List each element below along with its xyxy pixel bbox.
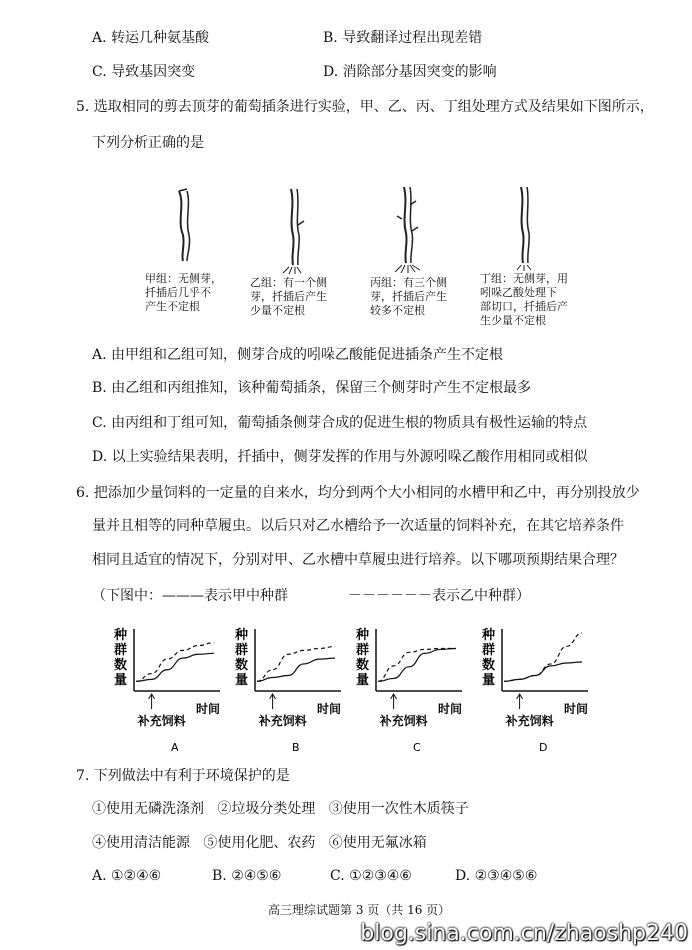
q6-legend-dashed: －－－－－－表示乙中种群）	[348, 588, 530, 604]
chart-b	[233, 625, 351, 755]
plant-cutting-group-4	[505, 183, 545, 273]
q5-option-a: A. 由甲组和乙组可知，侧芽合成的吲哚乙酸能促进插条产生不定根	[92, 347, 504, 363]
group-2-line3: 少量不定根	[250, 304, 305, 317]
series-line-jia	[136, 653, 214, 681]
q7-option-b: B. ②④⑤⑥	[212, 868, 282, 884]
q7-stem: 7. 下列做法中有利于环境保护的是	[76, 768, 290, 784]
plant-cutting-group-1	[165, 185, 205, 265]
y-axis-label-char: 种	[235, 628, 249, 643]
y-axis-label-char: 量	[114, 673, 128, 688]
group-2-line1: 乙组：有一个侧	[250, 276, 327, 289]
group-caption-4	[480, 272, 580, 328]
series-line-yi	[136, 643, 214, 682]
y-axis-label-char: 数	[235, 658, 249, 673]
group-1-line1: 甲组：无侧芽，	[145, 272, 222, 285]
x-axis-label: 时间	[196, 702, 221, 716]
y-axis-label-char: 群	[356, 643, 370, 658]
q7-items-line2: ④使用清洁能源 ⑤使用化肥、农药 ⑥使用无氟冰箱	[92, 835, 427, 851]
group-caption-2	[250, 276, 345, 318]
feed-label: 补充饲料	[258, 714, 307, 728]
y-axis-label-char: 种	[482, 628, 496, 643]
chart-d	[480, 625, 598, 755]
group-4-line2: 吲哚乙酸处理下	[480, 286, 557, 299]
q7-option-c: C. ①②③④⑥	[330, 868, 412, 884]
y-axis-label-char: 群	[114, 643, 128, 658]
q5-option-b: B. 由乙组和丙组推知，该种葡萄插条，保留三个侧芽时产生不定根最多	[92, 380, 532, 396]
y-axis-label-char: 数	[356, 658, 370, 673]
chart-letter: C	[413, 741, 421, 754]
group-4-line3: 部切口，扦插后产	[480, 300, 568, 313]
series-line-jia	[257, 658, 335, 681]
y-axis-label-char: 量	[235, 673, 249, 688]
y-axis-label-char: 群	[482, 643, 496, 658]
chart-letter: A	[171, 741, 179, 754]
x-axis-label: 时间	[317, 702, 342, 716]
page-footer: 高三理综试题第 3 页（共 16 页）	[268, 903, 451, 917]
series-line-yi	[378, 648, 456, 681]
group-3-line2: 芽，扦插后产生	[370, 290, 447, 303]
group-caption-1	[145, 272, 235, 314]
chart-a	[112, 625, 230, 755]
chart-c	[354, 625, 479, 755]
plant-cutting-group-3	[390, 183, 430, 275]
x-axis-label: 时间	[564, 702, 589, 716]
q6-stem-line2: 量并且相等的同种草履虫。以后只对乙水槽给予一次适量的饲料补充，在其它培养条件	[92, 518, 624, 534]
series-line-yi	[504, 633, 582, 681]
watermark: blog.sina.com.cn/zhaoshp240	[360, 921, 688, 946]
feed-label: 补充饲料	[137, 714, 186, 728]
q7-items-line1: ①使用无磷洗涤剂 ②垃圾分类处理 ③使用一次性木质筷子	[92, 801, 469, 817]
series-line-yi	[257, 647, 335, 682]
q7-option-a: A. ①②④⑥	[92, 868, 162, 884]
group-3-line1: 丙组：有三个侧	[370, 276, 447, 289]
y-axis-label-char: 数	[114, 658, 128, 673]
q6-stem-line1: 6. 把添加少量饲料的一定量的自来水，均分到两个大小相同的水槽甲和乙中，再分别投放少	[76, 485, 640, 501]
plant-cutting-group-2	[275, 185, 315, 275]
y-axis-label-char: 种	[356, 628, 370, 643]
y-axis-label-char: 种	[114, 628, 128, 643]
q6-stem-line3: 相同且适宜的情况下，分别对甲、乙水槽中草履虫进行培养。以下哪项预期结果合理？	[92, 552, 624, 568]
q5-option-d: D. 以上实验结果表明，扦插中，侧芽发挥的作用与外源吲哚乙酸作用相同或相似	[92, 449, 588, 465]
group-1-line2: 扦插后几乎不	[145, 286, 211, 299]
q4-option-d: D. 消除部分基因突变的影响	[323, 64, 497, 80]
x-axis-label: 时间	[438, 702, 463, 716]
q6-legend-solid: （下图中：———表示甲中种群	[92, 588, 288, 604]
y-axis-label-char: 量	[482, 673, 496, 688]
feed-label: 补充饲料	[505, 714, 554, 728]
group-1-line3: 产生不定根	[145, 300, 200, 313]
feed-label: 补充饲料	[379, 714, 428, 728]
q4-option-b: B. 导致翻译过程出现差错	[323, 30, 483, 46]
q4-option-c: C. 导致基因突变	[92, 64, 196, 80]
y-axis-label-char: 数	[482, 658, 496, 673]
chart-letter: D	[539, 741, 548, 754]
group-2-line2: 芽，扦插后产生	[250, 290, 327, 303]
y-axis-label-char: 群	[235, 643, 249, 658]
group-caption-3	[370, 276, 465, 318]
series-line-jia	[504, 662, 582, 681]
y-axis-label-char: 量	[356, 673, 370, 688]
group-4-line4: 生少量不定根	[480, 314, 546, 327]
q5-option-c: C. 由丙组和丁组可知，葡萄插条侧芽合成的促进生根的物质具有极性运输的特点	[92, 415, 588, 431]
chart-letter: B	[292, 741, 300, 754]
q5-stem-line2: 下列分析正确的是	[92, 135, 204, 151]
q5-stem-line1: 5. 选取相同的剪去顶芽的葡萄插条进行实验，甲、乙、丙、丁组处理方式及结果如下图所示，	[76, 99, 654, 115]
q4-option-a: A. 转运几种氨基酸	[92, 30, 210, 46]
series-line-jia	[378, 648, 456, 681]
q7-option-d: D. ②③④⑤⑥	[455, 868, 538, 884]
group-4-line1: 丁组：无侧芽，用	[480, 272, 568, 285]
group-3-line3: 较多不定根	[370, 304, 425, 317]
